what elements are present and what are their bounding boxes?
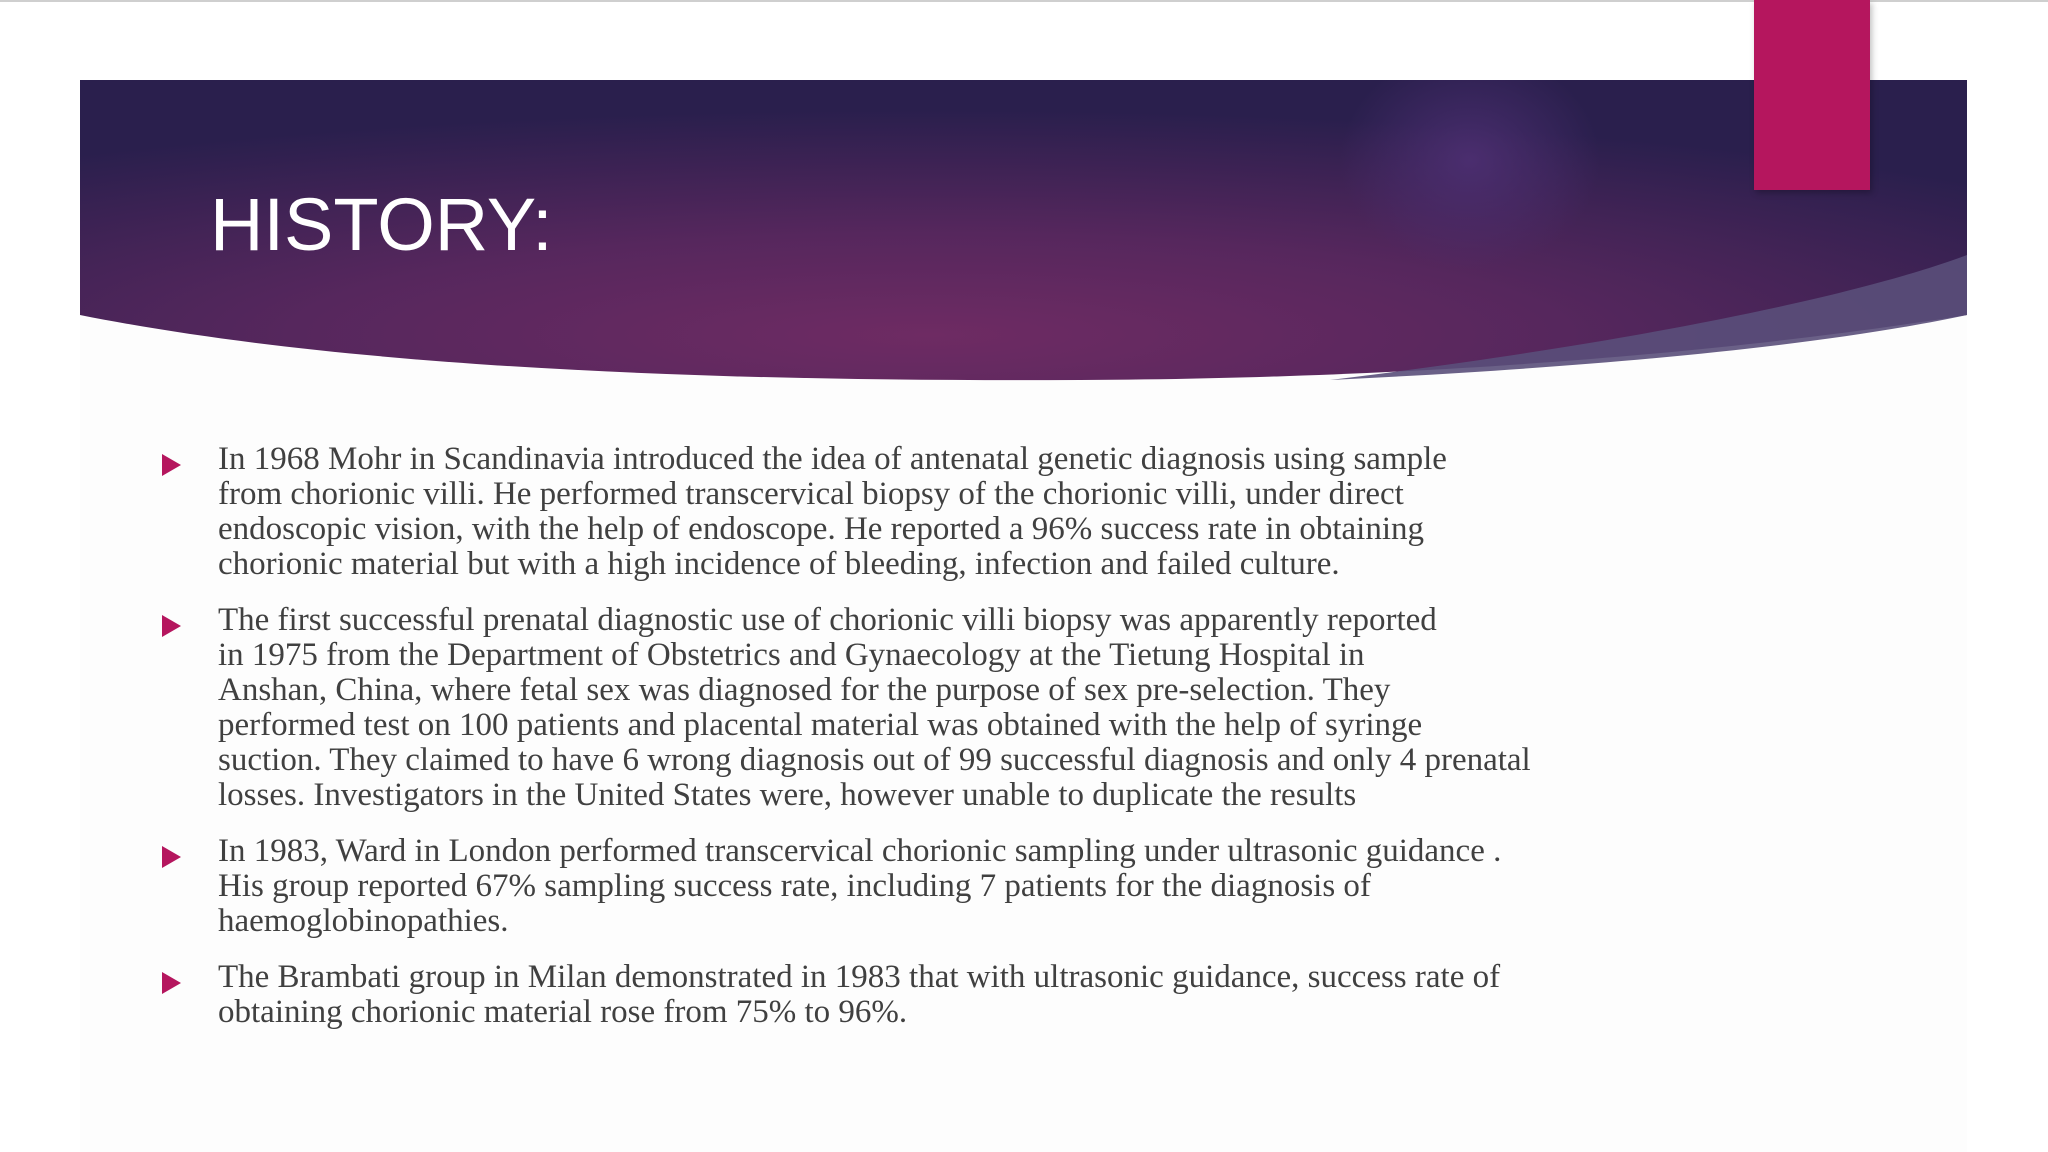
bullet-item (160, 603, 1720, 813)
bullet-item (160, 960, 1720, 1030)
triangle-right-icon (162, 454, 181, 476)
accent-tab (1754, 0, 1870, 190)
bullet-text: In 1983, Ward in London performed transcervical chorionic sampling under ultrasonic guidance . His group reported 67% sampling success rate, including 7 patients for the diagnosis of haemoglobinopathies. (218, 833, 1502, 939)
bullet-item (160, 442, 1720, 582)
slide-title: HISTORY: (210, 183, 553, 266)
bullet-text: In 1968 Mohr in Scandinavia introduced the idea of antenatal genetic diagnosis using sample from chorionic villi. He performed transcervical biopsy of the chorionic villi, under direct endoscopic vision, with the help of endoscope. He reported a 96% success rate in obtaining chorionic material but with a high incidence of bleeding, infection and failed culture. (218, 441, 1447, 582)
top-divider (0, 0, 2048, 2)
triangle-right-icon (162, 615, 181, 637)
bullet-text: The Brambati group in Milan demonstrated in 1983 that with ultrasonic guidance, success rate of obtaining chorionic material rose from 75% to 96%. (218, 959, 1501, 1030)
triangle-right-icon (162, 972, 181, 994)
bullet-item (160, 834, 1720, 939)
bullet-text: The first successful prenatal diagnostic use of chorionic villi biopsy was apparently reported in 1975 from the Department of Obstetrics and Gynaecology at the Tietung Hospital in Anshan, China, where fetal sex was diagnosed for the purpose of sex pre-selection. They performed test on 100 patients and placental material was obtained with the help of syringe suction. They claimed to have 6 wrong diagnosis out of 99 successful diagnosis and only 4 prenatal losses. Investigators in the United States were, however unable to duplicate the results (218, 602, 1531, 813)
bullet-list (160, 442, 1720, 1051)
triangle-right-icon (162, 846, 181, 868)
